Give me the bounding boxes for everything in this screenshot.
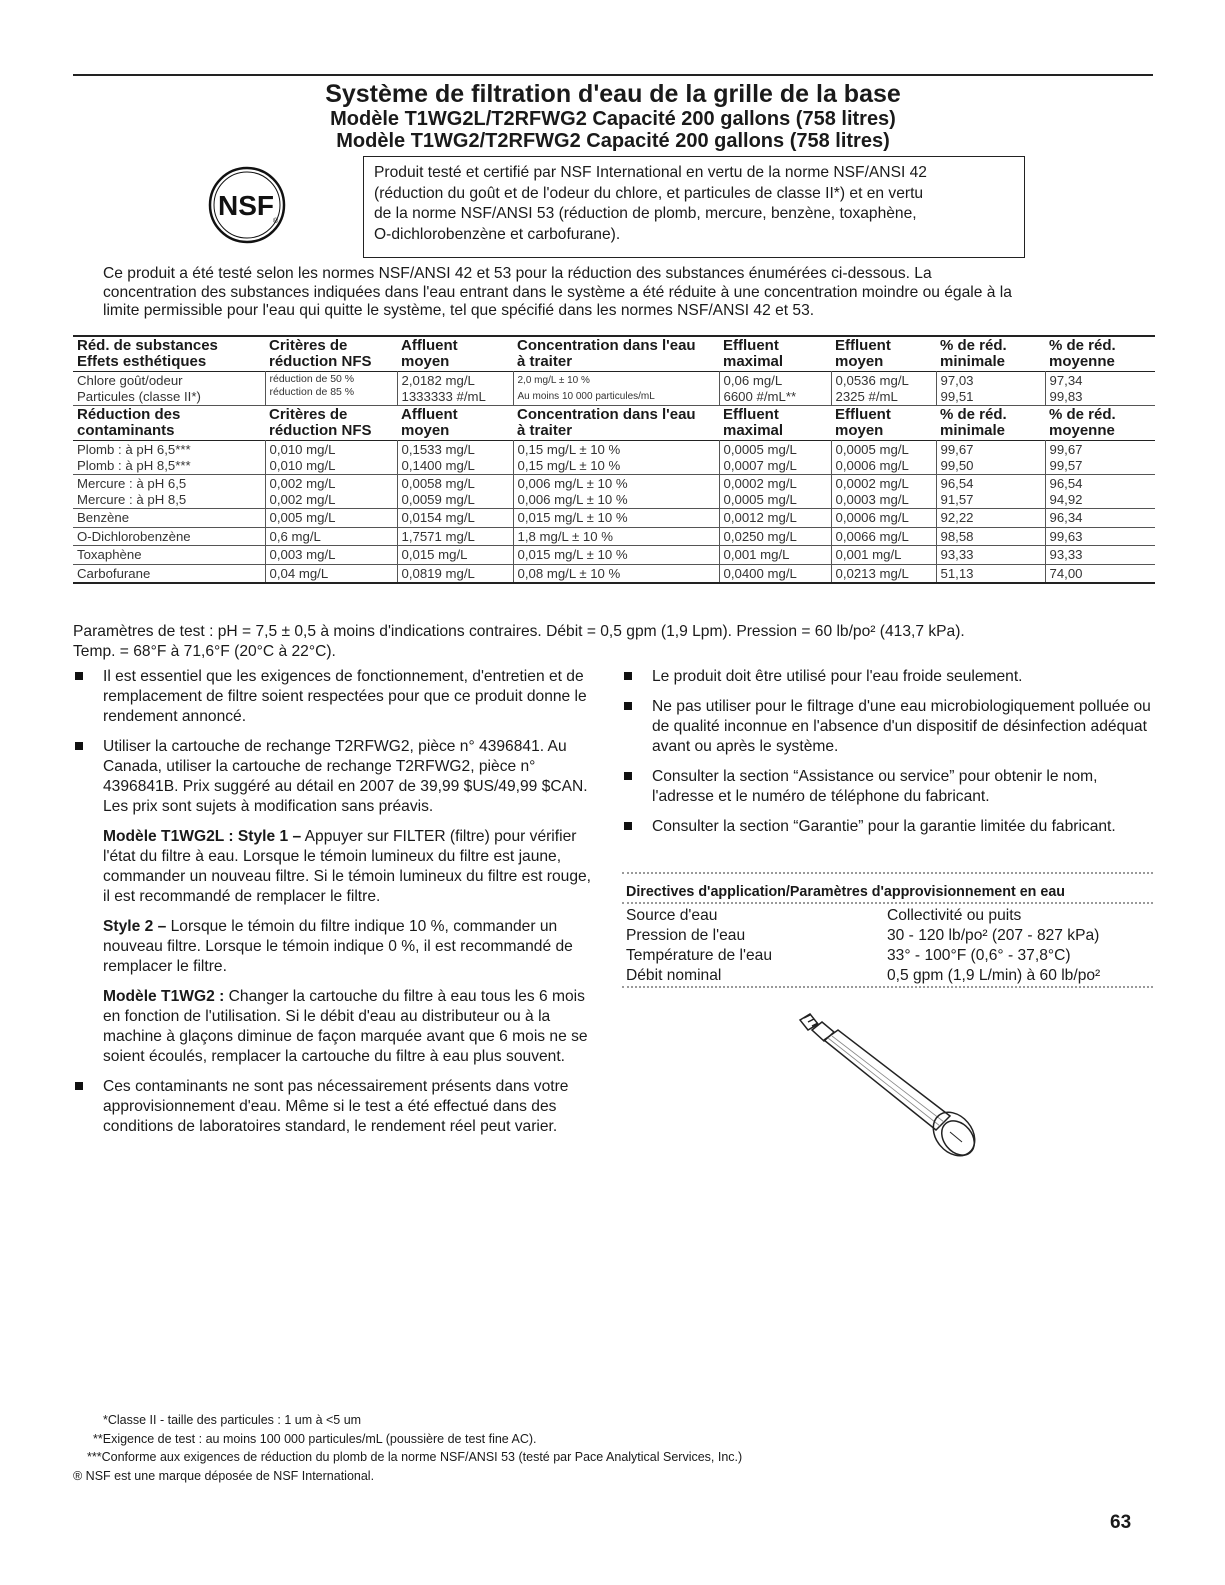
table-cell: Chlore goût/odeur Particules (classe II*) <box>77 373 201 404</box>
table-cell: 0,04 mg/L <box>265 564 397 583</box>
footnote: ***Conforme aux exigences de réduction du plomb de la norme NSF/ANSI 53 (testé par Pace Analytical Services, Inc.) <box>87 1450 743 1464</box>
bullet-icon <box>624 672 632 680</box>
table-cell: 0,010 mg/L 0,010 mg/L <box>265 441 397 475</box>
list-item: Il est essentiel que les exigences de fonctionnement, d'entretien et de remplacement de filtre soient respectées pour que ce produit donne le rendement annoncé. <box>73 667 593 727</box>
table-cell: 51,13 <box>936 564 1045 583</box>
list-item: Ces contaminants ne sont pas nécessairement présents dans votre approvisionnement d'eau. Même si le test a été effectué dans des conditions de laboratoires standard, le rendement réel peut varier. <box>73 1077 593 1137</box>
table-cell: 0,0154 mg/L <box>397 509 513 528</box>
table-cell: Carbofurane <box>77 565 151 581</box>
table-row <box>73 564 1155 583</box>
table-cell: 0,08 mg/L ± 10 % <box>513 564 719 583</box>
footnote: *Classe II - taille des particules : 1 um à <5 um <box>103 1413 362 1427</box>
column-header: Effluent maximal <box>723 406 784 439</box>
table-cell: 0,0819 mg/L <box>397 564 513 583</box>
column-header: % de réd. moyenne <box>1049 406 1116 439</box>
table-row <box>73 372 1155 406</box>
table-cell: 74,00 <box>1045 564 1155 583</box>
bullet-icon <box>75 1082 83 1090</box>
model-line-2: Modèle T1WG2/T2RFWG2 Capacité 200 gallons (758 litres) <box>336 130 890 152</box>
column-header: Concentration dans l'eau à traiter <box>517 406 696 439</box>
table-cell: 0,001 mg/L <box>719 546 831 565</box>
table-cell: 0,003 mg/L <box>265 546 397 565</box>
bullet-icon <box>624 772 632 780</box>
bullet-icon <box>75 672 83 680</box>
footnotes <box>73 1411 1073 1485</box>
column-header: % de réd. moyenne <box>1049 337 1116 370</box>
left-column <box>73 667 593 1147</box>
column-header: Affluent moyen <box>401 406 458 439</box>
column-header: Affluent moyen <box>401 337 458 370</box>
directive-row: Débit nominal 0,5 gpm (1,9 L/min) à 60 lb/po² <box>626 967 1101 984</box>
right-column <box>622 667 1152 847</box>
table-cell: O-Dichlorobenzène <box>77 528 191 544</box>
table-row <box>73 546 1155 565</box>
column-header: Effluent maximal <box>723 337 784 370</box>
table-cell: 0,0006 mg/L <box>831 509 936 528</box>
top-rule <box>73 74 1153 76</box>
nsf-logo-icon <box>207 165 287 245</box>
table-cell: 0,015 mg/L ± 10 % <box>513 546 719 565</box>
table-row <box>73 441 1155 475</box>
table-header-row <box>73 336 1155 372</box>
table-cell: Mercure : à pH 6,5 Mercure : à pH 8,5 <box>77 476 187 507</box>
table-cell: 2,0182 mg/L 1333333 #/mL <box>397 372 513 406</box>
test-parameters <box>73 622 1155 661</box>
table-cell: Toxaphène <box>77 547 142 562</box>
list-item: Consulter la section “Garantie” pour la garantie limitée du fabricant. <box>622 817 1152 837</box>
table-cell: 1,7571 mg/L <box>397 527 513 546</box>
performance-table <box>73 335 1155 584</box>
cert-line: O-dichlorobenzène et carbofurane). <box>374 225 621 243</box>
intro-line: concentration des substances indiquées dans l'eau entrant dans le système a été réduite à une concentration moindre ou égale à la <box>103 283 1012 301</box>
column-header: Critères de réduction NFS <box>269 406 372 439</box>
table-cell: 0,0002 mg/L 0,0003 mg/L <box>831 475 936 509</box>
table-cell: 0,0002 mg/L 0,0005 mg/L <box>719 475 831 509</box>
table-cell: 0,06 mg/L 6600 #/mL** <box>719 372 831 406</box>
table-row <box>73 527 1155 546</box>
divider <box>622 986 1153 990</box>
list-item: Consulter la section “Assistance ou service” pour obtenir le nom, l'adresse et le numéro de téléphone du fabricant. <box>622 767 1152 807</box>
table-cell: 93,33 <box>1045 546 1155 565</box>
table-cell: 0,005 mg/L <box>265 509 397 528</box>
table-cell: 96,34 <box>1045 509 1155 528</box>
table-cell: 0,001 mg/L <box>831 546 936 565</box>
params-line: Paramètres de test : pH = 7,5 ± 0,5 à moins d'indications contraires. Débit = 0,5 gpm (1,9 Lpm). Pression = 60 lb/po² (413,7 kPa). <box>73 623 965 640</box>
column-header: % de réd. minimale <box>940 337 1007 370</box>
table-cell: 0,0066 mg/L <box>831 527 936 546</box>
column-header: Réd. de substances Effets esthétiques <box>77 337 218 370</box>
table-cell: 0,0058 mg/L 0,0059 mg/L <box>397 475 513 509</box>
table-cell: 0,015 mg/L ± 10 % <box>513 509 719 528</box>
directive-row: Source d'eau Collectivité ou puits <box>626 907 1022 924</box>
table-cell: 97,34 99,83 <box>1045 372 1155 406</box>
table-cell: Plomb : à pH 6,5*** Plomb : à pH 8,5*** <box>77 442 191 473</box>
table-cell: 97,03 99,51 <box>936 372 1045 406</box>
cert-line: de la norme NSF/ANSI 53 (réduction de plomb, mercure, benzène, toxaphène, <box>374 205 917 222</box>
list-item: Le produit doit être utilisé pour l'eau froide seulement. <box>622 667 1152 687</box>
table-cell: 99,63 <box>1045 527 1155 546</box>
table-cell: 0,006 mg/L ± 10 % 0,006 mg/L ± 10 % <box>513 475 719 509</box>
bullet-icon <box>624 702 632 710</box>
params-line: Temp. = 68°F à 71,6°F (20°C à 22°C). <box>73 642 336 660</box>
table-cell: 0,15 mg/L ± 10 % 0,15 mg/L ± 10 % <box>513 441 719 475</box>
table-cell: 92,22 <box>936 509 1045 528</box>
page-number: 63 <box>1110 1512 1132 1533</box>
water-filter-cartridge-icon <box>790 1008 990 1168</box>
table-cell: 0,0400 mg/L <box>719 564 831 583</box>
table-cell: 98,58 <box>936 527 1045 546</box>
nsf-logo-text: NSF <box>218 190 274 221</box>
table-cell: Benzène <box>77 510 130 525</box>
footnote: ® NSF est une marque déposée de NSF International. <box>73 1468 375 1483</box>
table-cell: 0,0213 mg/L <box>831 564 936 583</box>
table-cell: 93,33 <box>936 546 1045 565</box>
table-cell: 0,002 mg/L 0,002 mg/L <box>265 475 397 509</box>
directive-row: Température de l'eau 33° - 100°F (0,6° - 37,8°C) <box>626 947 1071 964</box>
column-header: Effluent moyen <box>835 406 891 439</box>
cert-line: (réduction du goût et de l'odeur du chlore, et particules de classe II*) et en vertu <box>374 184 924 202</box>
table-cell: 2,0 mg/L ± 10 % Au moins 10 000 particules/mL <box>513 372 719 406</box>
bullet-icon <box>624 822 632 830</box>
style1-paragraph: Modèle T1WG2L : Style 1 – Appuyer sur FILTER (filtre) pour vérifier l'état du filtre à eau. Lorsque le témoin lumineux du filtre est jaune, commander un nouveau filtre. Si le témoin lumineux du filtre est rouge, il est recommandé de remplacer le filtre. <box>103 828 591 905</box>
directive-row: Pression de l'eau 30 - 120 lb/po² (207 - 827 kPa) <box>626 927 1100 944</box>
intro-line: limite permissible pour l'eau qui quitte le système, tel que spécifié dans les normes NSF/ANSI 42 et 53. <box>103 302 815 319</box>
table-cell: 0,0005 mg/L 0,0006 mg/L <box>831 441 936 475</box>
table-row <box>73 509 1155 528</box>
cert-line: Produit testé et certifié par NSF International en vertu de la norme NSF/ANSI 42 <box>374 164 927 181</box>
title-block <box>73 80 1153 152</box>
footnote: **Exigence de test : au moins 100 000 particules/mL (poussière de test fine AC). <box>93 1431 537 1446</box>
table-cell: 0,1533 mg/L 0,1400 mg/L <box>397 441 513 475</box>
table-cell: 0,0005 mg/L 0,0007 mg/L <box>719 441 831 475</box>
directives-box <box>622 872 1153 990</box>
model-line-1: Modèle T1WG2L/T2RFWG2 Capacité 200 gallons (758 litres) <box>330 108 896 130</box>
table-cell: 0,0536 mg/L 2325 #/mL <box>831 372 936 406</box>
style2-paragraph: Style 2 – Lorsque le témoin du filtre indique 10 %, commander un nouveau filtre. Lorsque le témoin indique 0 %, il est recommandé de remplacer le filtre. <box>103 918 573 975</box>
intro-line: Ce produit a été testé selon les normes NSF/ANSI 42 et 53 pour la réduction des substances énumérées ci-dessous. La <box>103 265 932 282</box>
table-row <box>73 475 1155 509</box>
certification-box <box>363 156 1025 258</box>
table-cell: 96,54 91,57 <box>936 475 1045 509</box>
table-cell: 1,8 mg/L ± 10 % <box>513 527 719 546</box>
column-header: % de réd. minimale <box>940 406 1007 439</box>
column-header: Effluent moyen <box>835 337 891 370</box>
table-cell: 96,54 94,92 <box>1045 475 1155 509</box>
svg-text:®: ® <box>273 218 279 225</box>
directives-title: Directives d'application/Paramètres d'approvisionnement en eau <box>626 884 1066 900</box>
list-item: Ne pas utiliser pour le filtrage d'une eau microbiologiquement polluée ou de qualité inconnue en l'absence d'un dispositif de désinfection adéquat avant ou après le système. <box>622 697 1152 757</box>
table-header-row <box>73 406 1155 441</box>
bullet-icon <box>75 742 83 750</box>
table-cell: 0,0012 mg/L <box>719 509 831 528</box>
table-cell: 0,6 mg/L <box>265 527 397 546</box>
table-cell: 0,0250 mg/L <box>719 527 831 546</box>
table-cell: 99,67 99,50 <box>936 441 1045 475</box>
t1wg2-paragraph: Modèle T1WG2 : Changer la cartouche du filtre à eau tous les 6 mois en fonction de l'utilisation. Si le débit d'eau au distributeur ou à la machine à glaçons diminue de façon marquée avant que 6 mois ne se soient écoulés, remplacer la cartouche du filtre à eau plus souvent. <box>103 988 588 1065</box>
column-header: Concentration dans l'eau à traiter <box>517 337 696 370</box>
column-header: Réduction des contaminants <box>77 406 181 439</box>
table-cell: 99,67 99,57 <box>1045 441 1155 475</box>
table-cell: 0,015 mg/L <box>397 546 513 565</box>
list-item: Utiliser la cartouche de rechange T2RFWG2, pièce n° 4396841. Au Canada, utiliser la cartouche de rechange T2RFWG2, pièce n° 4396841B. Prix suggéré au détail en 2007 de 39,99 $US/49,99 $CAN. Les prix sont sujets à modification sans préavis. <box>73 737 593 817</box>
column-header: Critères de réduction NFS <box>269 337 372 370</box>
table-cell: réduction de 50 % réduction de 85 % <box>265 372 397 406</box>
intro-paragraph <box>103 265 1155 321</box>
page-title: Système de filtration d'eau de la grille de la base <box>325 80 901 108</box>
